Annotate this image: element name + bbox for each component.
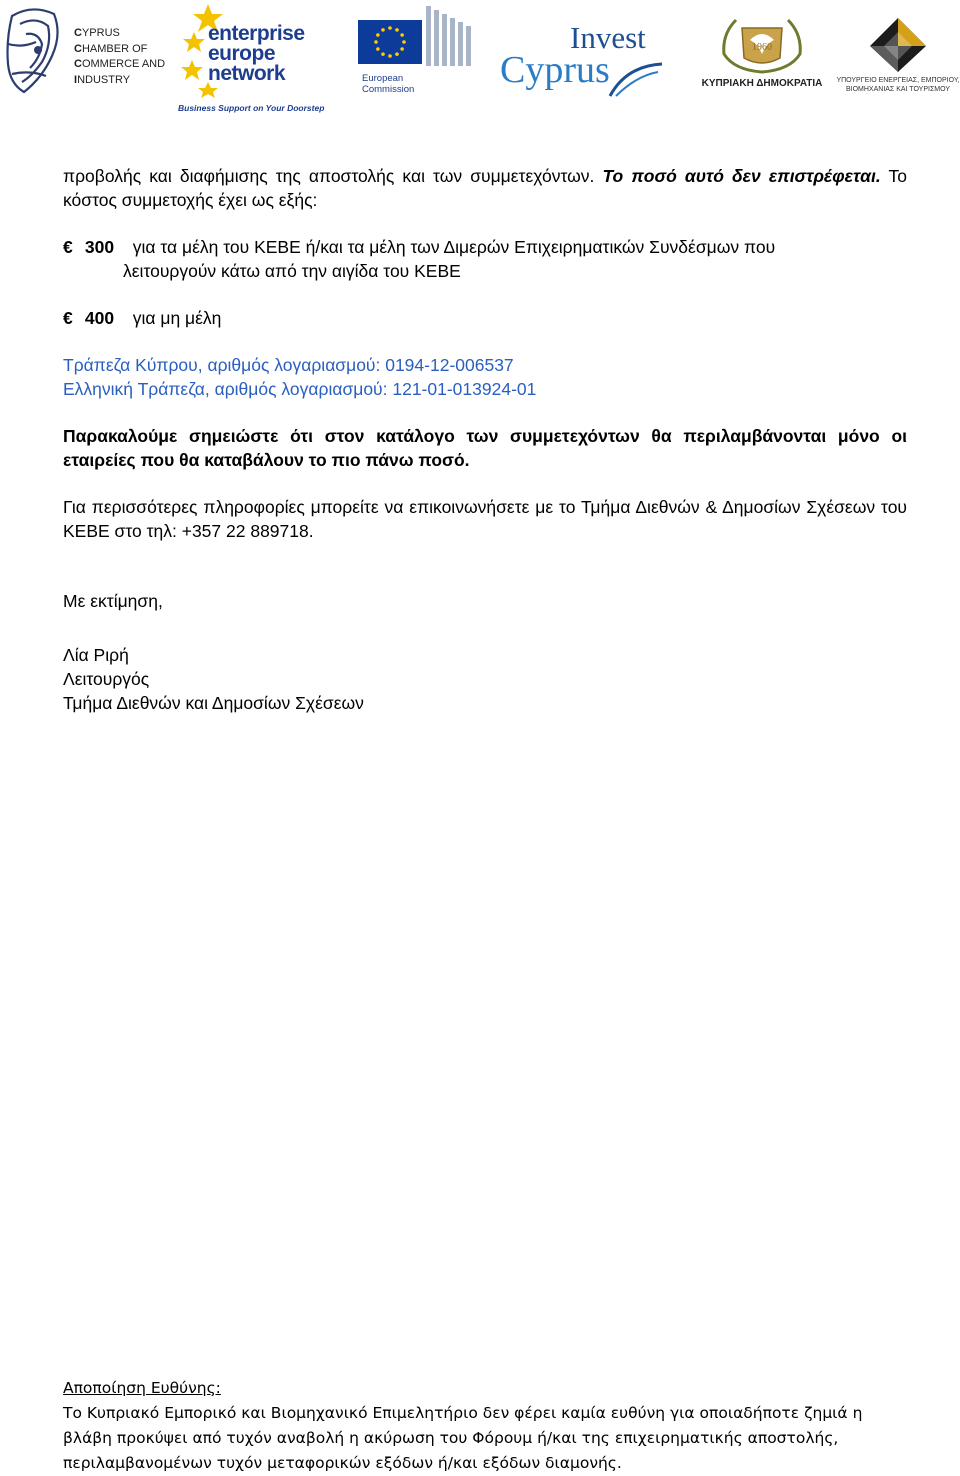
fee-text: για μη μέλη bbox=[132, 308, 222, 328]
ccci-name: CYPRUS CHAMBER OF COMMERCE AND INDUSTRY bbox=[74, 27, 166, 86]
eu-star-icon bbox=[376, 47, 380, 51]
disclaimer-text: Το Κυπριακό Εμπορικό και Βιομηχανικό Επιμελητήριο δεν φέρει καμία ευθύνη για οποιαδήποτε ζημιά η βλάβη προκύψει από τυχόν αναβολή η ακύρωση του Φόρουμ ή/και της επιχειρηματικής αποστολής, περιλαμβανομένων τυχόν μεταφορικών εξόδων ή/και εξόδων διαμονής. bbox=[63, 1404, 863, 1472]
eu-star-icon bbox=[400, 47, 404, 51]
disclaimer-title: Αποποίηση Ευθύνης: bbox=[63, 1379, 221, 1397]
ec-name: European Commission bbox=[362, 73, 415, 95]
eu-star-icon bbox=[381, 52, 385, 56]
notice-paragraph: Παρακαλούμε σημειώστε ότι στον κατάλογο των συμμετεχόντων θα περιλαμβάνονται μόνο οι εταιρείες που θα καταβάλουν το πιο πάνω ποσό. bbox=[63, 426, 907, 470]
een-word-3: network bbox=[208, 62, 286, 85]
bank-account-2: Ελληνική Τράπεζα, αριθμός λογαριασμού: 121-01-013924-01 bbox=[63, 379, 537, 399]
fee-item-non-members bbox=[63, 306, 907, 330]
ministry-emblem-icon bbox=[836, 14, 958, 74]
signature-department: Τμήμα Διεθνών και Δημοσίων Σχέσεων bbox=[63, 693, 364, 713]
header-logos bbox=[0, 0, 960, 118]
intro-bold-italic: Το ποσό αυτό δεν επιστρέφεται. bbox=[602, 166, 881, 186]
eu-star-icon bbox=[395, 28, 399, 32]
eu-flag-icon bbox=[356, 6, 480, 70]
euro-icon: € bbox=[63, 237, 73, 257]
een-word-1: enterprise bbox=[208, 22, 305, 45]
eu-star-icon bbox=[376, 33, 380, 37]
fee-text: για τα μέλη του ΚΕΒΕ ή/και τα μέλη των Διμερών Επιχειρηματικών Συνδέσμων που bbox=[132, 237, 776, 257]
fee-text-continued: λειτουργούν κάτω από την αιγίδα του ΚΕΒΕ bbox=[123, 261, 461, 281]
bank-account-1: Τράπεζα Κύπρου, αριθμός λογαριασμού: 0194-12-006537 bbox=[63, 355, 514, 375]
ic-invest-word: Invest bbox=[570, 20, 646, 55]
ccci-logo bbox=[2, 4, 172, 100]
ministry-logo bbox=[836, 14, 958, 96]
ec-logo bbox=[356, 6, 480, 96]
cyprus-coat-of-arms-icon bbox=[700, 14, 824, 76]
invest-cyprus-logo bbox=[498, 18, 668, 100]
intro-paragraph bbox=[63, 164, 907, 212]
ministry-name: ΥΠΟΥΡΓΕΙΟ ΕΝΕΡΓΕΙΑΣ, ΕΜΠΟΡΙΟΥ, ΒΙΟΜΗΧΑΝΙΑΣ ΚΑΙ ΤΟΥΡΙΣΜΟΥ bbox=[836, 77, 960, 93]
fee-amount: 400 bbox=[84, 308, 115, 328]
eu-star-icon bbox=[388, 26, 392, 30]
intro-plain: προβολής και διαφήμισης της αποστολής και των συμμετεχόντων. bbox=[63, 166, 595, 186]
euro-icon: € bbox=[63, 308, 73, 328]
eu-star-icon bbox=[395, 52, 399, 56]
contact-paragraph: Για περισσότερες πληροφορίες μπορείτε να επικοινωνήσετε με το Τμήμα Διεθνών & Δημοσίων Σχέσεων του ΚΕΒΕ στο τηλ: +357 22 889718. bbox=[63, 497, 907, 541]
intro-rest: Το κόστος συμμετοχής έχει ως εξής: bbox=[63, 166, 907, 210]
eu-star-icon bbox=[388, 54, 392, 58]
signature-name: Λία Ριρή bbox=[63, 645, 129, 665]
svg-text:1960: 1960 bbox=[752, 42, 772, 53]
ic-cyprus-word: Cyprus bbox=[500, 49, 610, 91]
eu-star-icon bbox=[374, 40, 378, 44]
ccci-emblem-icon bbox=[2, 4, 70, 100]
closing: Με εκτίμηση, bbox=[63, 591, 163, 611]
republic-cyprus-logo bbox=[700, 14, 824, 96]
een-tagline: Business Support on Your Doorstep bbox=[178, 103, 325, 113]
eu-star-icon bbox=[402, 40, 406, 44]
een-logo bbox=[178, 2, 325, 114]
fee-amount: 300 bbox=[84, 237, 115, 257]
rc-name: ΚΥΠΡΙΑΚΗ ΔΗΜΟΚΡΑΤΙΑ bbox=[701, 78, 823, 89]
fee-item-members bbox=[63, 235, 907, 283]
ic-swoosh-icon bbox=[606, 60, 666, 100]
eu-star-icon bbox=[381, 28, 385, 32]
eu-star-icon bbox=[400, 33, 404, 37]
letter-body bbox=[63, 164, 907, 715]
disclaimer bbox=[63, 1376, 913, 1476]
signature-role: Λειτουργός bbox=[63, 669, 150, 689]
een-word-2: europe bbox=[208, 42, 276, 65]
